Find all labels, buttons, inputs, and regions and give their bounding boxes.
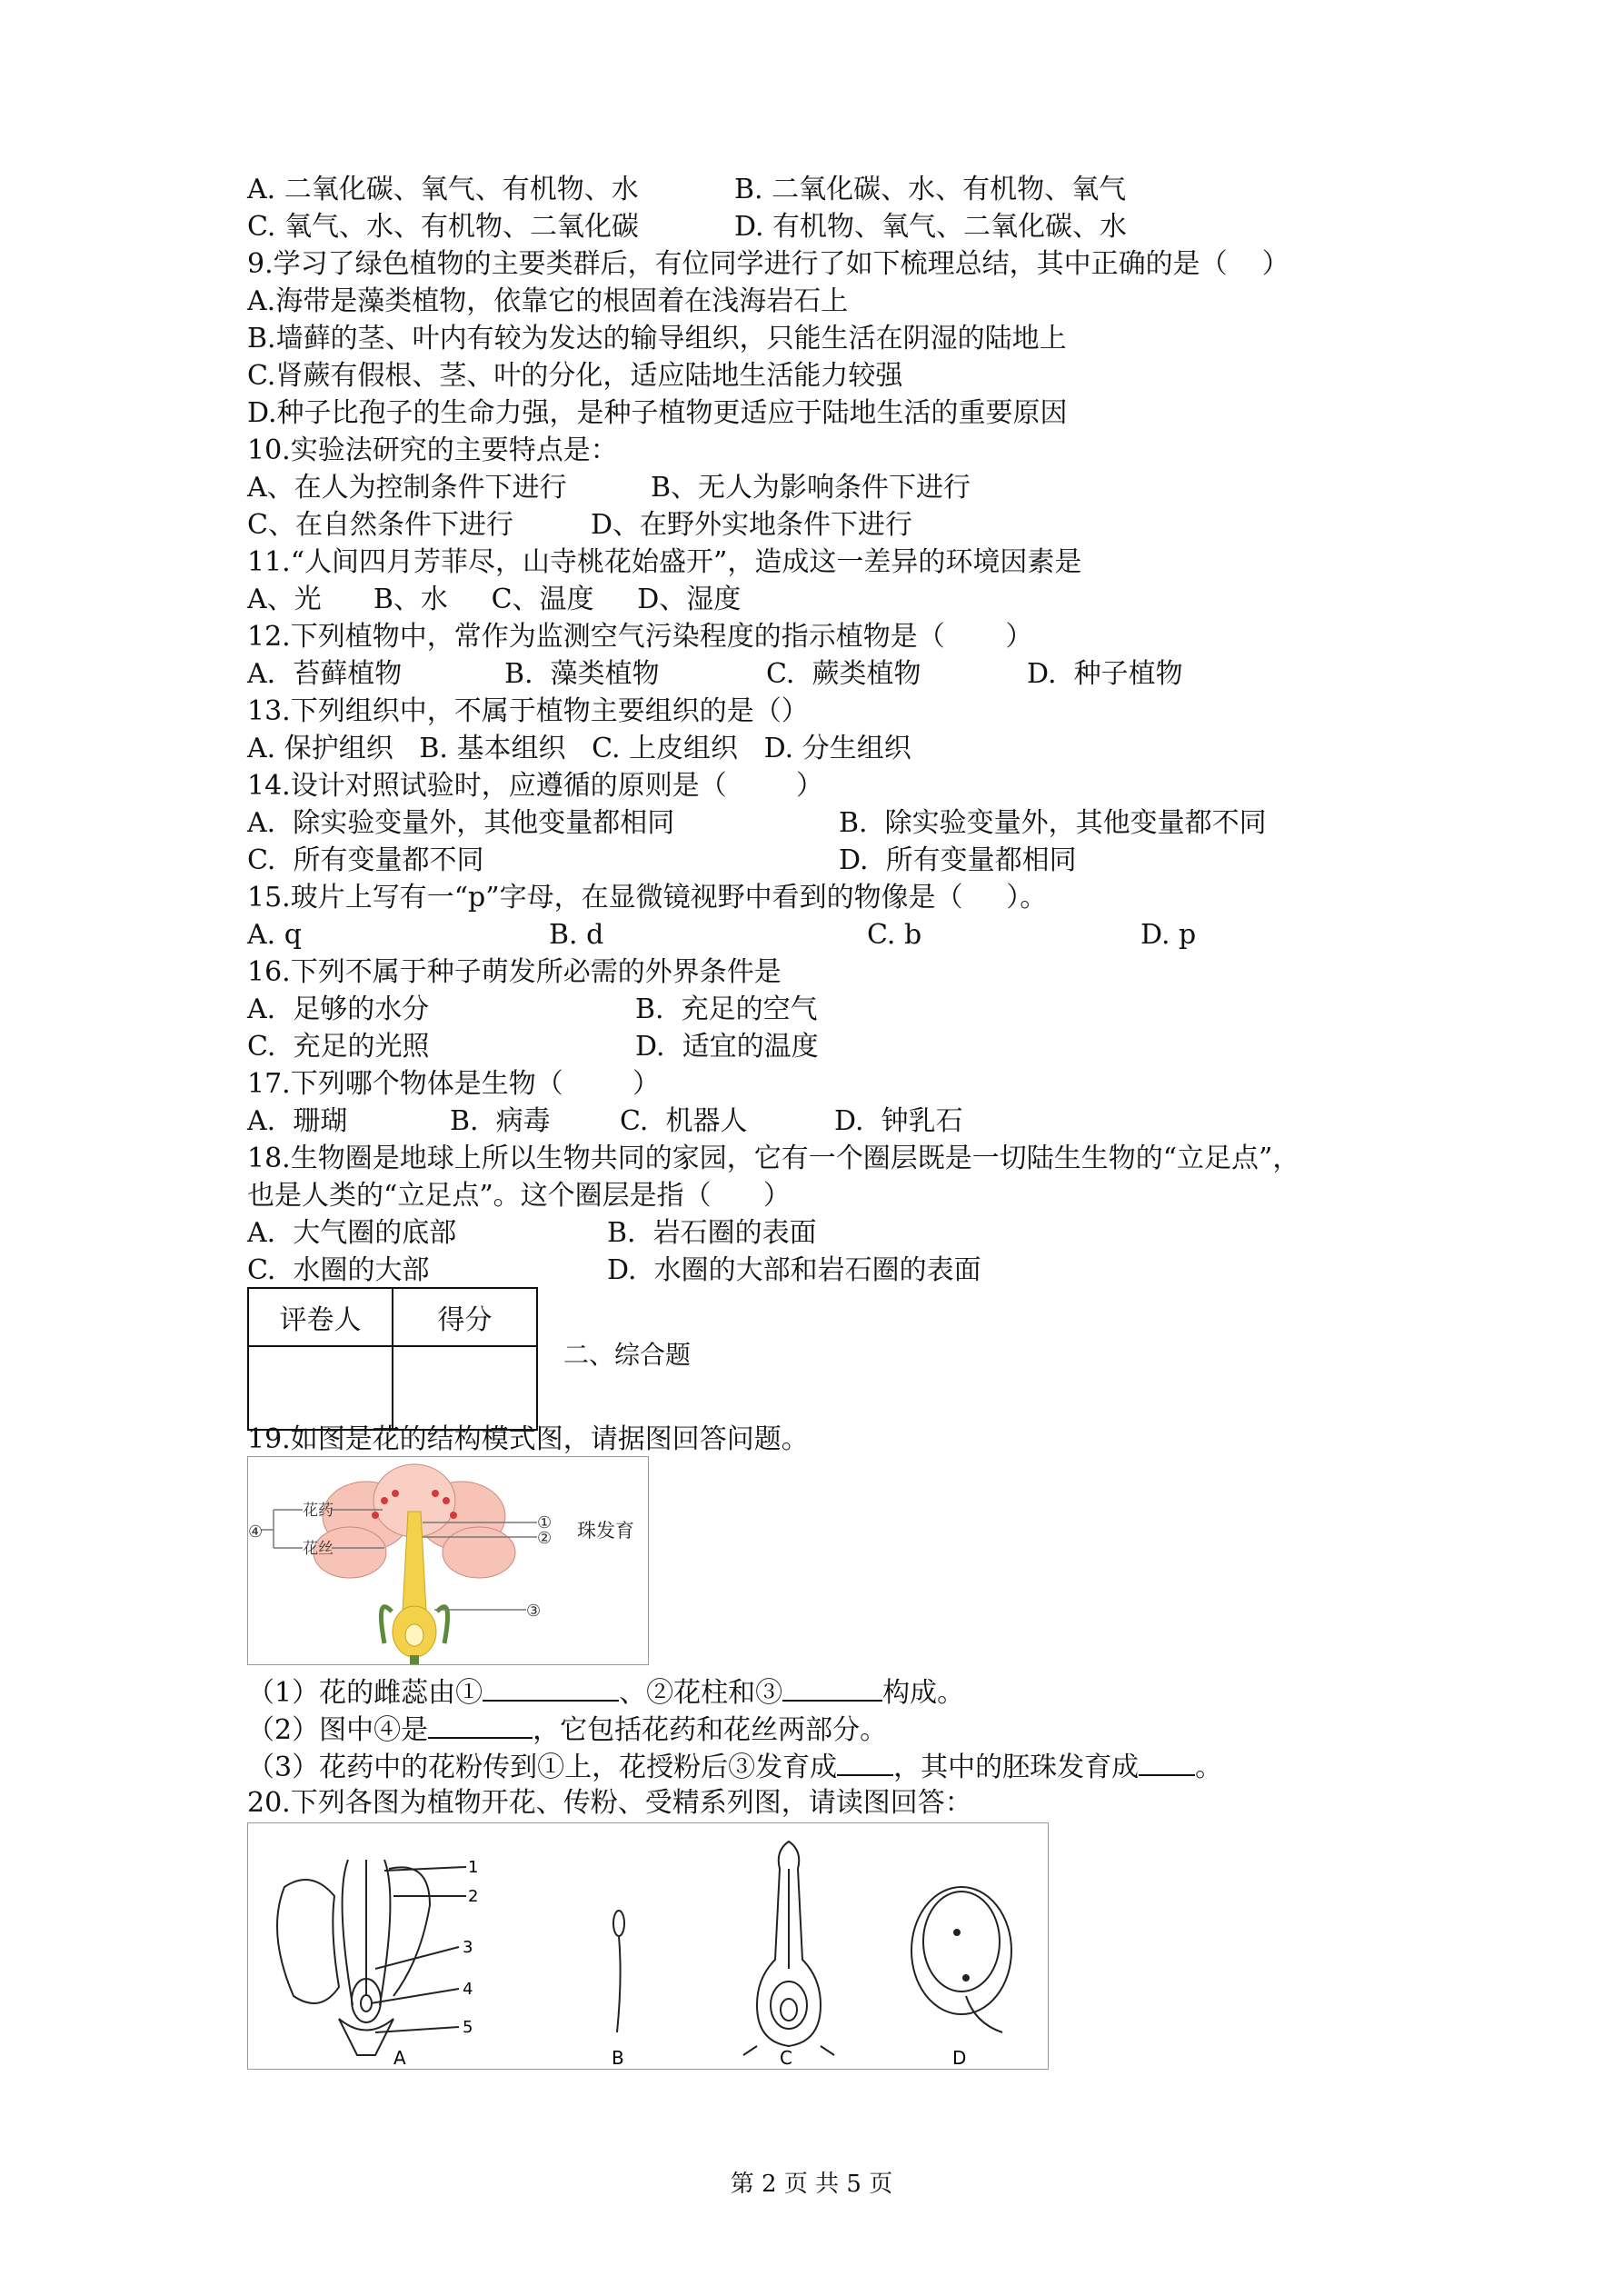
q19-blank-3[interactable] — [428, 1710, 533, 1739]
fig19-label-4: ④ — [248, 1522, 264, 1542]
q15-option-a: A. q — [247, 919, 302, 951]
fig19-label-3: ③ — [526, 1602, 542, 1621]
q9-option-a: A.海带是藻类植物，依靠它的根固着在浅海岩石上 — [247, 285, 849, 317]
q14-option-c: C. 所有变量都不同 — [247, 844, 484, 876]
q13-options: A. 保护组织 B. 基本组织 C. 上皮组织 D. 分生组织 — [247, 733, 911, 764]
q11-options: A、光 B、水 C、温度 D、湿度 — [247, 584, 742, 615]
q12-option-d: D. 种子植物 — [1027, 658, 1183, 690]
q18-option-b: B. 岩石圈的表面 — [607, 1217, 817, 1249]
figA-label-5: 5 — [463, 2018, 473, 2037]
q12-option-a: A. 苔藓植物 — [247, 658, 403, 690]
q19-part3-b: ，其中的胚珠发育成 — [893, 1752, 1140, 1783]
figC-caption: C — [780, 2047, 792, 2069]
q10-stem: 10.实验法研究的主要特点是： — [247, 434, 618, 466]
page-footer: 第 2 页 共 5 页 — [730, 2171, 893, 2198]
q15-option-c: C. b — [867, 919, 922, 951]
figA-caption: A — [393, 2047, 406, 2069]
q17-option-d: D. 钟乳石 — [834, 1105, 963, 1137]
q9-option-b: B.墙藓的茎、叶内有较为发达的输导组织，只能生活在阴湿的陆地上 — [247, 323, 1067, 354]
figA-label-3: 3 — [463, 1938, 473, 1957]
q17-option-b: B. 病毒 — [450, 1105, 551, 1137]
q15-stem: 15.玻片上写有一“p”字母，在显微镜视野中看到的物像是（ ）。 — [247, 882, 1048, 913]
q19-part3-a: （3）花药中的花粉传到①上，花授粉后③发育成 — [247, 1752, 838, 1783]
q19-part1-b: 、②花柱和③ — [619, 1677, 783, 1709]
q13-stem: 13.下列组织中，不属于植物主要组织的是（） — [247, 695, 809, 727]
q19-blank-5[interactable] — [1139, 1747, 1195, 1776]
q16-option-d: D. 适宜的温度 — [635, 1031, 819, 1063]
reviewer-header: 评卷人 — [248, 1288, 393, 1346]
q19-part2-a: （2）图中④是 — [247, 1714, 429, 1746]
figA-label-1: 1 — [468, 1858, 479, 1877]
q18-option-d: D. 水圈的大部和岩石圈的表面 — [607, 1254, 981, 1286]
q19-blank-2[interactable] — [782, 1672, 882, 1702]
q9-stem: 9.学习了绿色植物的主要类群后，有位同学进行了如下梳理总结，其中正确的是（ ） — [247, 248, 1289, 280]
q12-stem: 12.下列植物中，常作为监测空气污染程度的指示植物是（ ） — [247, 621, 1033, 653]
fig19-label-filament: 花丝 — [303, 1540, 334, 1558]
q8-option-b: B. 二氧化碳、水、有机物、氧气 — [734, 174, 1127, 205]
q19-blank-1[interactable] — [483, 1672, 619, 1702]
q10-option-c: C、在自然条件下进行 — [247, 509, 513, 541]
pollination-series-figure — [247, 1822, 1049, 2070]
q16-option-c: C. 充足的光照 — [247, 1031, 430, 1063]
section-title: 二、综合题 — [563, 1340, 692, 1370]
q19-part1-c: 构成。 — [882, 1677, 965, 1709]
q14-option-a: A. 除实验变量外，其他变量都相同 — [247, 807, 675, 839]
q12-option-c: C. 蕨类植物 — [766, 658, 921, 690]
q10-option-d: D、在野外实地条件下进行 — [591, 509, 913, 541]
q14-option-d: D. 所有变量都相同 — [839, 844, 1077, 876]
figD-caption: D — [952, 2047, 967, 2069]
fig19-side-text: 珠发育 — [577, 1520, 634, 1542]
q19-part3 — [247, 1747, 1222, 1786]
figA-label-4: 4 — [463, 1980, 473, 1999]
q17-option-a: A. 珊瑚 — [247, 1105, 348, 1137]
q19-part3-c: 。 — [1195, 1752, 1223, 1783]
q10-option-a: A、在人为控制条件下进行 — [247, 472, 567, 504]
figB-caption: B — [612, 2047, 624, 2069]
q15-option-d: D. p — [1140, 919, 1197, 951]
score-table — [247, 1287, 538, 1431]
q18-stem-line1: 18.生物圈是地球上所以生物共同的家园，它有一个圈层既是一切陆生生物的“立足点”， — [247, 1143, 1300, 1174]
q11-stem: 11.“人间四月芳菲尽，山寺桃花始盛开”，造成这一差异的环境因素是 — [247, 546, 1082, 578]
q17-stem: 17.下列哪个物体是生物（ ） — [247, 1068, 660, 1100]
flower-structure-figure — [247, 1456, 649, 1665]
q18-stem-line2: 也是人类的“立足点”。这个圈层是指（ ） — [247, 1180, 791, 1212]
q19-part2 — [247, 1710, 887, 1749]
q19-stem: 19.如图是花的结构模式图，请据图回答问题。 — [247, 1423, 809, 1455]
q9-option-c: C.肾蕨有假根、茎、叶的分化，适应陆地生活能力较强 — [247, 360, 903, 392]
q12-option-b: B. 藻类植物 — [504, 658, 660, 690]
q20-stem: 20.下列各图为植物开花、传粉、受精系列图，请读图回答： — [247, 1787, 972, 1819]
q14-stem: 14.设计对照试验时，应遵循的原则是（ ） — [247, 770, 823, 802]
q16-option-a: A. 足够的水分 — [247, 993, 430, 1025]
q19-part1 — [247, 1672, 964, 1712]
fig19-label-anther: 花药 — [303, 1502, 334, 1520]
q14-option-b: B. 除实验变量外，其他变量都不同 — [839, 807, 1267, 839]
q8-option-a: A. 二氧化碳、氧气、有机物、水 — [247, 174, 639, 205]
q18-option-c: C. 水圈的大部 — [247, 1254, 430, 1286]
q15-option-b: B. d — [549, 919, 604, 951]
score-header: 得分 — [393, 1288, 537, 1346]
reviewer-cell — [248, 1346, 393, 1430]
q16-option-b: B. 充足的空气 — [635, 993, 818, 1025]
figA-label-2: 2 — [468, 1887, 479, 1906]
q16-stem: 16.下列不属于种子萌发所必需的外界条件是 — [247, 956, 782, 988]
q17-option-c: C. 机器人 — [620, 1105, 748, 1137]
q19-blank-4[interactable] — [837, 1747, 893, 1776]
q10-option-b: B、无人为影响条件下进行 — [651, 472, 971, 504]
q19-part1-a: （1）花的雌蕊由① — [247, 1677, 483, 1709]
q18-option-a: A. 大气圈的底部 — [247, 1217, 457, 1249]
q9-option-d: D.种子比孢子的生命力强，是种子植物更适应于陆地生活的重要原因 — [247, 397, 1068, 429]
fig19-label-1: ① — [537, 1513, 553, 1532]
q8-option-c: C. 氧气、水、有机物、二氧化碳 — [247, 211, 639, 243]
fig19-label-2: ② — [537, 1529, 553, 1548]
score-cell — [393, 1346, 537, 1430]
q19-part2-b: ，它包括花药和花丝两部分。 — [533, 1714, 888, 1746]
q8-option-d: D. 有机物、氧气、二氧化碳、水 — [734, 211, 1128, 243]
